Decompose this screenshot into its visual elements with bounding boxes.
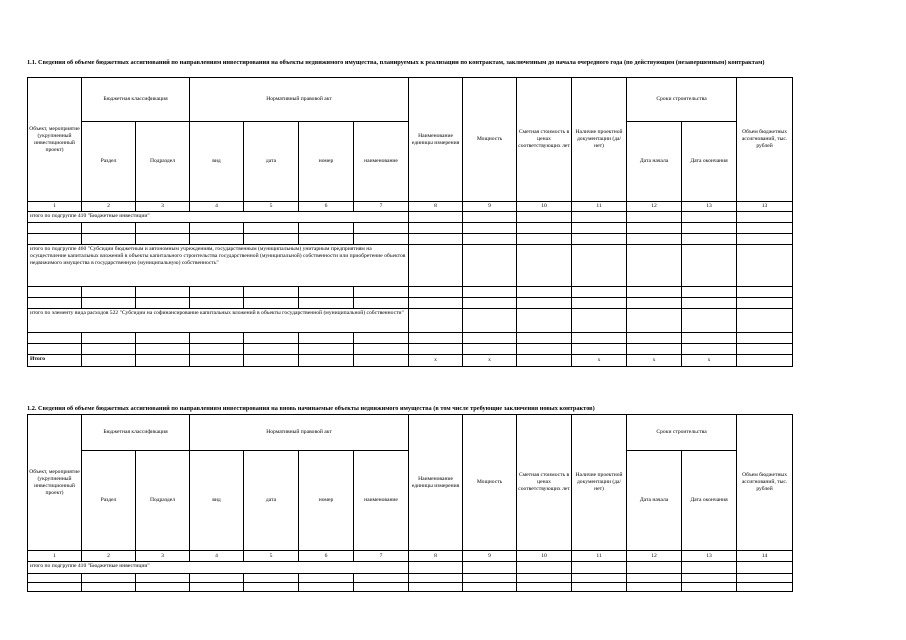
table-row [28, 333, 793, 344]
table-row [28, 223, 793, 234]
row-label-element-522: итого по элементу вида расходов 522 "Субсидии на софинансирование капитальных вложений в объекты государственной (муниципальной) собственности" [28, 309, 409, 333]
header-design-doc: Наличие проектной документации (да/нет) [572, 78, 627, 202]
col-number: 1 [28, 202, 82, 212]
header-budget-classification: Бюджетная классификация [82, 78, 190, 122]
col-number: 2 [82, 202, 136, 212]
table-row [28, 234, 793, 245]
table-row [28, 574, 793, 583]
header-name: наименование [354, 122, 409, 202]
table-row [28, 583, 793, 592]
column-numbers-row [28, 551, 793, 562]
col-number: 12 [627, 551, 682, 562]
header-kind: вид [190, 451, 244, 551]
section-1-title: 1.1. Сведения об объеме бюджетных ассигнований по направлениям инвестирования на объекты недвижимого имущества, планируемых к реализации по контрактам, заключенным до начала очередного года (по действующим (незавершенным) контрактам) [27, 59, 765, 66]
col-number: 9 [463, 202, 517, 212]
col-number: 14 [737, 551, 793, 562]
col-number: 8 [409, 551, 463, 562]
total-mark: x [409, 355, 463, 367]
col-number: 3 [136, 551, 190, 562]
col-number: 12 [627, 202, 682, 212]
section-2-title: 1.2. Сведения об объеме бюджетных ассигнований по направлениям инвестирования на вновь начинаемые объекты недвижимого имущества (в том числе требующие заключения новых контрактов) [27, 405, 595, 412]
header-unit: Наименование единицы измерения [409, 415, 463, 551]
col-number: 3 [136, 202, 190, 212]
header-subsection: Подраздел [136, 451, 190, 551]
header-estimate: Сметная стоимость в ценах соответствующих лет [517, 415, 572, 551]
table-row [28, 212, 793, 223]
total-mark: x [463, 355, 517, 367]
header-subsection: Подраздел [136, 122, 190, 202]
header-construction-period: Сроки строительства [627, 78, 737, 122]
total-row [28, 355, 793, 367]
header-object: Объект, мероприятие (укрупненный инвестиционный проект) [28, 78, 82, 202]
col-number: 5 [244, 202, 299, 212]
total-label: Итого [28, 355, 82, 367]
header-budget-classification: Бюджетная классификация [82, 415, 190, 451]
header-number: номер [299, 451, 354, 551]
col-number: 7 [354, 202, 409, 212]
col-number: 11 [572, 551, 627, 562]
total-mark: x [627, 355, 682, 367]
col-number: 8 [409, 202, 463, 212]
table-row [28, 245, 793, 287]
col-number: 10 [517, 551, 572, 562]
header-normative-act: Нормативный правовой акт [190, 415, 409, 451]
col-number: 6 [299, 202, 354, 212]
col-number: 11 [572, 202, 627, 212]
col-number: 4 [190, 551, 244, 562]
col-number: 9 [463, 551, 517, 562]
col-number: 7 [354, 551, 409, 562]
col-number: 13 [682, 202, 737, 212]
header-section: Раздел [82, 122, 136, 202]
total-mark: x [682, 355, 737, 367]
col-number: 4 [190, 202, 244, 212]
header-start-date: Дата начала [627, 122, 682, 202]
header-number: номер [299, 122, 354, 202]
header-capacity: Мощность [463, 415, 517, 551]
header-kind: вид [190, 122, 244, 202]
table-row [28, 344, 793, 355]
col-number: 10 [517, 202, 572, 212]
header-name: наименование [354, 451, 409, 551]
header-end-date: Дата окончания [682, 451, 737, 551]
table-row [28, 298, 793, 309]
header-volume: Объем бюджетных ассигнований, тыс. рублей [737, 415, 793, 551]
row-label-group-410: итого по подгруппе 410 "Бюджетные инвестиции" [28, 562, 409, 574]
header-capacity: Мощность [463, 78, 517, 202]
header-normative-act: Нормативный правовой акт [190, 78, 409, 122]
column-numbers-row [28, 202, 793, 212]
col-number: 5 [244, 551, 299, 562]
header-date: дата [244, 122, 299, 202]
header-unit: Наименование единицы измерения [409, 78, 463, 202]
table-row [28, 287, 793, 298]
section-1-table [27, 77, 793, 367]
header-estimate: Сметная стоимость в ценах соответствующих лет [517, 78, 572, 202]
col-number: 13 [737, 202, 793, 212]
header-construction-period: Сроки строительства [627, 415, 737, 451]
header-volume: Объем бюджетных ассигнований, тыс. рублей [737, 78, 793, 202]
table-row [28, 309, 793, 333]
col-number: 13 [682, 551, 737, 562]
section-2-table [27, 414, 793, 592]
row-label-group-410: итого по подгруппе 410 "Бюджетные инвестиции" [28, 212, 409, 223]
col-number: 2 [82, 551, 136, 562]
header-end-date: Дата окончания [682, 122, 737, 202]
table-row [28, 562, 793, 574]
header-start-date: Дата начала [627, 451, 682, 551]
row-label-group-460: итого по подгруппе 460 "Субсидии бюджетным и автономным учреждениям, государственным (муниципальным) унитарным предприятиям на осуществление капитальных вложений в объекты капитального строительства государственной (муниципальной) собственности или приобретение объектов недвижимого имущества в государственную (муниципальную) собственность" [28, 245, 409, 287]
col-number: 1 [28, 551, 82, 562]
header-object: Объект, мероприятие (укрупненный инвестиционный проект) [28, 415, 82, 551]
header-section: Раздел [82, 451, 136, 551]
header-design-doc: Наличие проектной документации (да/нет) [572, 415, 627, 551]
col-number: 6 [299, 551, 354, 562]
header-date: дата [244, 451, 299, 551]
total-mark: x [572, 355, 627, 367]
